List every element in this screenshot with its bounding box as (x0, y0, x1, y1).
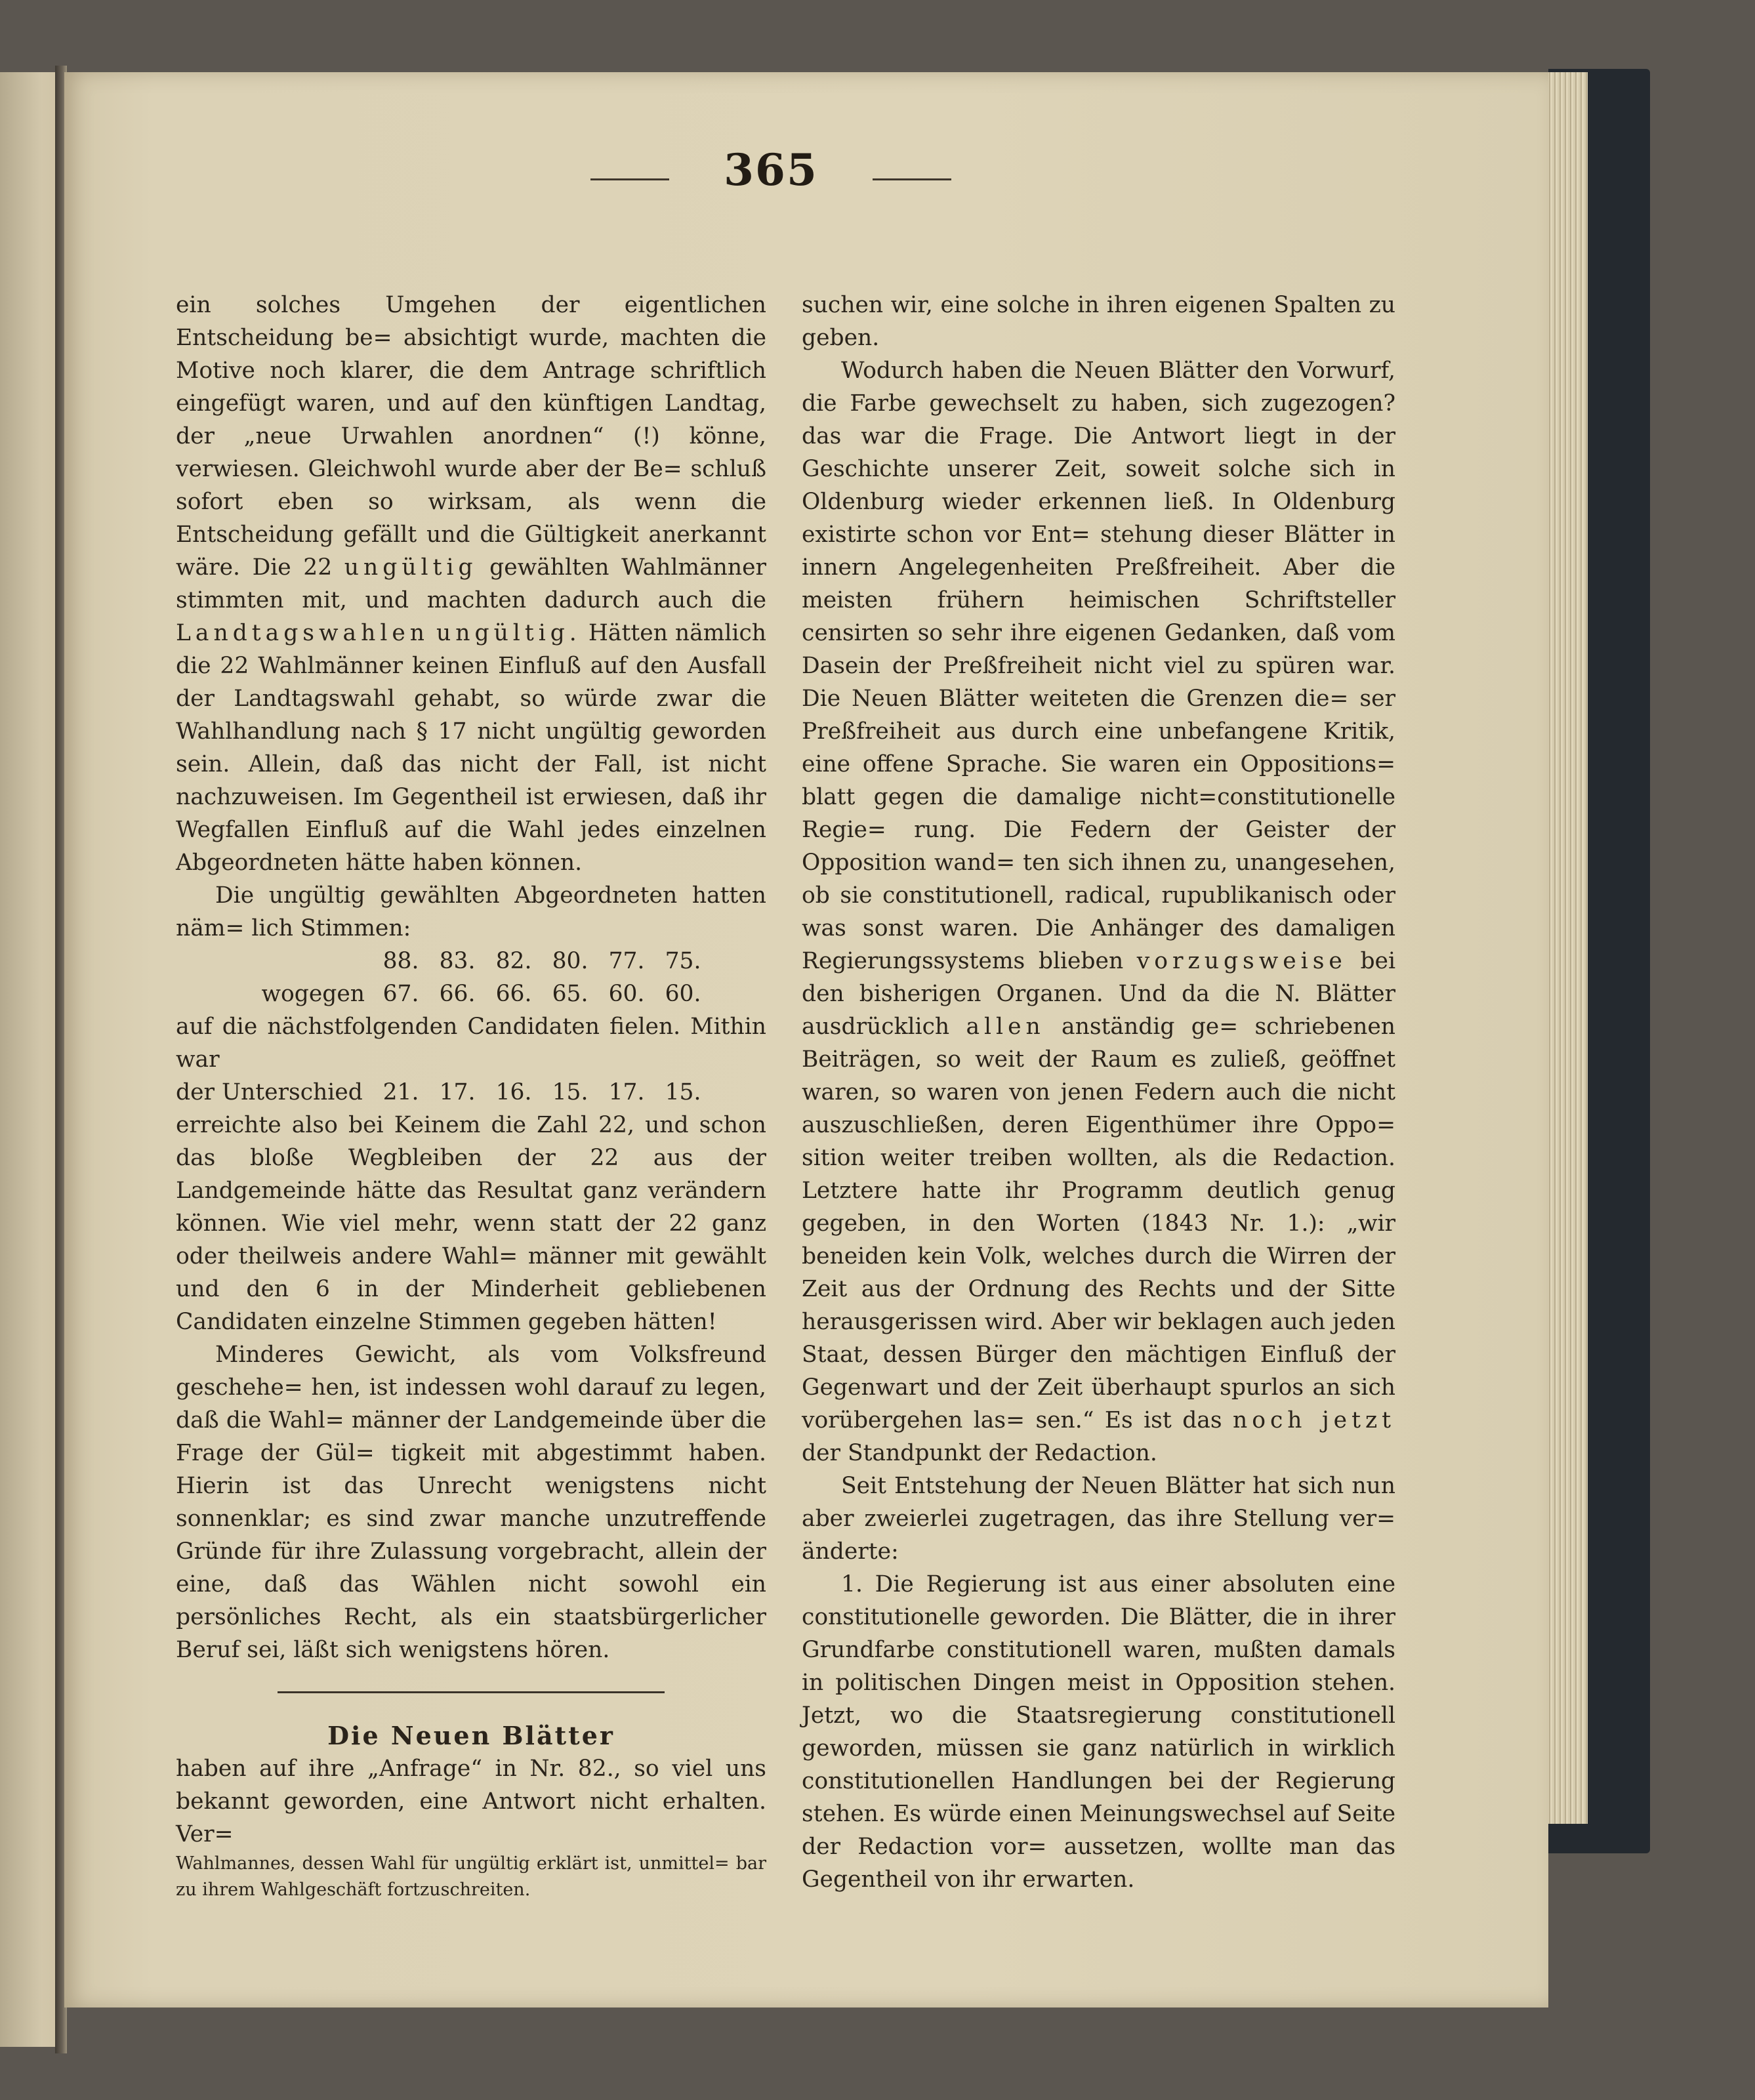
paragraph-minderes-gewicht: Minderes Gewicht, als vom Volksfreund geschehe= hen, ist indessen wohl darauf zu legen, daß die Wahl= männer der Landgemeinde über die Frage der Gül= tigkeit mit abgestimmt haben. Hierin ist das Unrecht wenigstens nicht sonnenklar; es sind zwar manche unzutreffende Gründe für ihre Zulassung vorgebracht, allein der eine, daß das Wählen nicht sowohl ein persönliches Recht, als ein staatsbürgerlicher Beruf sei, läßt sich wenigstens hören. (176, 1342, 767, 1663)
left-column (176, 289, 766, 1903)
emphasis-allen: allen (966, 1014, 1045, 1040)
emphasis-landtagswahlen: Landtagswahlen (176, 620, 429, 646)
emphasis-ungueltig-2: ungültig. (436, 620, 581, 646)
header-rule-left (590, 178, 669, 180)
vote-count-table (176, 945, 766, 1010)
paragraph-suchen: suchen wir, eine solche in ihren eigenen Spalten zu geben. (802, 292, 1395, 351)
emphasis-ungueltig: ungültig (344, 554, 478, 581)
vote-row-wogegen: wogegen 67. 66. 66. 65. 60. 60. (261, 981, 701, 1007)
emphasis-noch-jetzt: noch jetzt (1233, 1407, 1395, 1433)
paragraph-anfrage: haben auf ihre „Anfrage“ in Nr. 82., so viel uns bekannt geworden, eine Antwort nicht erhalten. Ver= (176, 1756, 766, 1847)
vote-row-first: 88. 83. 82. 80. 77. 75. (382, 948, 701, 974)
paragraph-resultat: erreichte also bei Keinem die Zahl 22, und schon das bloße Wegbleiben der 22 aus der Landgemeinde hätte das Resultat ganz verändern können. Wie viel mehr, wenn statt der 22 ganz oder theilweis andere Wahl= männer mit gewählt und den 6 in der Minderheit gebliebenen Candidaten einzelne Stimmen gegeben hätten! (176, 1112, 767, 1335)
paragraph-regierung: 1. Die Regierung ist aus einer absoluten eine constitutionelle geworden. Die Blätter, die in ihrer Grundfarbe constitutionell waren, mußten damals in politischen Dingen meist in Opposition stehen. Jetzt, wo die Staatsregierung constitutionell geworden, müssen sie ganz natürlich in wirklich constitutionellen Handlungen bei der Regierung stehen. Es würde einen Meinungswechsel auf Seite der Redaction vor= aussetzen, wollte man das Gegentheil von ihr erwarten. (802, 1571, 1396, 1893)
paragraph-stimmen: Die ungültig gewählten Abgeordneten hatten näm= lich Stimmen: (176, 882, 766, 941)
section-divider (278, 1691, 665, 1693)
page-number: 365 (724, 144, 818, 196)
paragraph-seit-entstehung: Seit Entstehung der Neuen Blätter hat sich nun aber zweierlei zugetragen, das ihre Stellung ver= änderte: (802, 1473, 1395, 1565)
page-stack-edge (1542, 72, 1588, 1824)
paragraph-wodurch: Wodurch haben die Neuen Blätter den Vorwurf, die Farbe gewechselt zu haben, sich zugezogen? das war die Frage. Die Antwort liegt in der Geschichte unserer Zeit, soweit solche sich in Oldenburg wieder erkennen ließ. In Oldenburg existirte schon vor Ent= stehung dieser Blätter in innern Angelegenheiten Preßfreiheit. Aber die meisten frühern heimischen Schriftsteller censirten so sehr ihre eigenen Gedanken, daß vom Dasein der Preßfreiheit nicht viel zu spüren war. Die Neuen Blätter weiteten die Grenzen die= ser Preßfreiheit aus durch eine unbefangene Kritik, eine offene Sprache. Sie waren ein Oppositions= blatt gegen die damalige nicht=constitutionelle Regie= rung. Die Federn der Geister der Opposition wand= ten sich ihnen zu, unangesehen, ob sie constitutionell, radical, rupublikanisch oder was sonst waren. Die Anhänger des damaligen Regierungssystems blieben vorzugsweise bei den bisherigen Organen. Und da die N. Blätter ausdrücklich allen anständig ge= schriebenen Beiträgen, so weit der Raum es zuließ, geöffnet waren, so waren von jenen Federn auch die nicht auszuschließen, deren Eigenthümer ihre Oppo= sition weiter treiben wollten, als die Redaction. Letztere hatte ihr Programm deutlich genug gegeben, in den Worten (1843 Nr. 1.): „wir beneiden kein Volk, welches durch die Wirren der Zeit aus der Ordnung des Rechts und der Sitte herausgerissen wird. Aber wir beklagen auch jeden Staat, dessen Bürger den mächtigen Einfluß der Gegenwart und der Zeit überhaupt spurlos an sich vorübergehen las= sen.“ Es ist das noch jetzt der Standpunkt der Redaction. (802, 358, 1396, 1466)
paragraph-umgehen: ein solches Umgehen der eigentlichen Entscheidung be= absichtigt wurde, machten die Motive noch klarer, die dem Antrage schriftlich eingefügt waren, und auf den künftigen Landtag, der „neue Urwahlen anordnen“ (!) könne, verwiesen. Gleichwohl wurde aber der Be= schluß sofort eben so wirksam, als wenn die Entscheidung gefällt und die Gültigkeit anerkannt wäre. Die 22 ungültig gewählten Wahlmänner stimmten mit, und machten dadurch auch die Landtagswahlen ungültig. Hätten nämlich die 22 Wahlmänner keinen Einfluß auf den Ausfall der Landtagswahl gehabt, so würde zwar die Wahlhandlung nach § 17 nicht ungültig geworden sein. Allein, daß das nicht der Fall, ist nicht nachzuweisen. Im Gegentheil ist erwiesen, daß ihr Wegfallen Einfluß auf die Wahl jedes einzelnen Abgeordneten hätte haben können. (176, 292, 767, 876)
page-header (590, 144, 951, 216)
emphasis-vorzugsweise: vorzugsweise (1136, 948, 1347, 974)
paragraph-candidaten-line: auf die nächstfolgenden Candidaten fielen. Mithin war (176, 1014, 766, 1073)
header-rule-right (873, 178, 951, 180)
vote-row-unterschied: der Unterschied 21. 17. 16. 15. 17. 15. (176, 1079, 701, 1105)
right-column (802, 289, 1395, 1896)
section-title: Die Neuen Blätter (327, 1721, 615, 1750)
footnote: Wahlmannes, dessen Wahl für ungültig erklärt ist, unmittel= bar zu ihrem Wahlgeschäft fortzuschreiten. (176, 1853, 767, 1900)
facing-page-edge (0, 72, 59, 2047)
